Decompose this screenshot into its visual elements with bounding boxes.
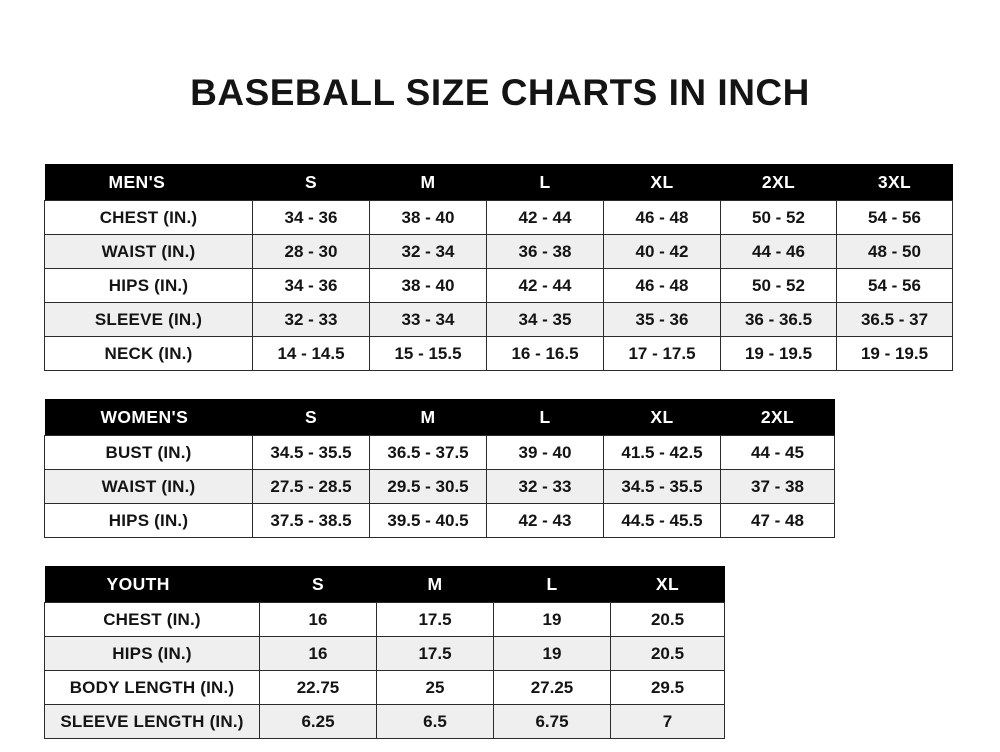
cell: 16 [260,603,377,637]
youth-header-l: L [494,566,611,603]
cell: 22.75 [260,671,377,705]
cell: 19 - 19.5 [837,337,953,371]
youth-header-xl: XL [611,566,725,603]
cell: 35 - 36 [604,303,721,337]
cell: 41.5 - 42.5 [604,436,721,470]
cell: 6.25 [260,705,377,739]
cell: 17.5 [377,637,494,671]
cell: 27.25 [494,671,611,705]
table-row [45,201,953,235]
cell: 33 - 34 [370,303,487,337]
table-header-row [45,566,725,603]
cell: 14 - 14.5 [253,337,370,371]
cell: 44 - 46 [721,235,837,269]
table-row [45,269,953,303]
cell: 37 - 38 [721,470,835,504]
cell: 6.75 [494,705,611,739]
womens-header-2xl: 2XL [721,399,835,436]
table-row [45,705,725,739]
row-label: WAIST (IN.) [45,235,253,269]
womens-header-l: L [487,399,604,436]
cell: 6.5 [377,705,494,739]
cell: 46 - 48 [604,201,721,235]
table-row [45,337,953,371]
cell: 25 [377,671,494,705]
womens-size-table [44,399,835,538]
cell: 19 [494,637,611,671]
mens-header-m: M [370,164,487,201]
cell: 16 - 16.5 [487,337,604,371]
youth-size-table [44,566,725,739]
cell: 50 - 52 [721,269,837,303]
cell: 40 - 42 [604,235,721,269]
cell: 54 - 56 [837,201,953,235]
cell: 39.5 - 40.5 [370,504,487,538]
cell: 38 - 40 [370,269,487,303]
cell: 44.5 - 45.5 [604,504,721,538]
cell: 20.5 [611,603,725,637]
youth-header-label: YOUTH [45,566,260,603]
mens-header-label: MEN'S [45,164,253,201]
cell: 37.5 - 38.5 [253,504,370,538]
table-spacer [44,538,956,566]
cell: 42 - 44 [487,269,604,303]
cell: 36.5 - 37.5 [370,436,487,470]
cell: 50 - 52 [721,201,837,235]
table-row [45,235,953,269]
mens-header-2xl: 2XL [721,164,837,201]
cell: 34 - 36 [253,269,370,303]
womens-table-body [45,436,835,538]
row-label: SLEEVE (IN.) [45,303,253,337]
womens-header-xl: XL [604,399,721,436]
cell: 42 - 44 [487,201,604,235]
cell: 29.5 - 30.5 [370,470,487,504]
womens-header-s: S [253,399,370,436]
cell: 54 - 56 [837,269,953,303]
cell: 46 - 48 [604,269,721,303]
cell: 34 - 36 [253,201,370,235]
row-label: BODY LENGTH (IN.) [45,671,260,705]
cell: 27.5 - 28.5 [253,470,370,504]
cell: 47 - 48 [721,504,835,538]
table-row [45,637,725,671]
mens-header-s: S [253,164,370,201]
cell: 34 - 35 [487,303,604,337]
row-label: CHEST (IN.) [45,603,260,637]
table-header-row [45,164,953,201]
cell: 17.5 [377,603,494,637]
table-row [45,436,835,470]
cell: 19 - 19.5 [721,337,837,371]
table-header-row [45,399,835,436]
cell: 29.5 [611,671,725,705]
row-label: WAIST (IN.) [45,470,253,504]
row-label: BUST (IN.) [45,436,253,470]
cell: 32 - 33 [487,470,604,504]
mens-header-xl: XL [604,164,721,201]
cell: 36 - 36.5 [721,303,837,337]
mens-table-body [45,201,953,371]
tables-container [0,164,1000,739]
cell: 7 [611,705,725,739]
cell: 38 - 40 [370,201,487,235]
row-label: HIPS (IN.) [45,504,253,538]
row-label: NECK (IN.) [45,337,253,371]
page-title: BASEBALL SIZE CHARTS IN INCH [190,72,810,113]
cell: 42 - 43 [487,504,604,538]
cell: 16 [260,637,377,671]
mens-size-table [44,164,953,371]
cell: 15 - 15.5 [370,337,487,371]
row-label: HIPS (IN.) [45,269,253,303]
row-label: HIPS (IN.) [45,637,260,671]
mens-table-head [45,164,953,201]
cell: 32 - 33 [253,303,370,337]
table-spacer [44,371,956,399]
cell: 19 [494,603,611,637]
cell: 36.5 - 37 [837,303,953,337]
youth-header-s: S [260,566,377,603]
mens-header-l: L [487,164,604,201]
cell: 34.5 - 35.5 [253,436,370,470]
table-row [45,303,953,337]
womens-header-label: WOMEN'S [45,399,253,436]
womens-header-m: M [370,399,487,436]
cell: 17 - 17.5 [604,337,721,371]
cell: 39 - 40 [487,436,604,470]
cell: 20.5 [611,637,725,671]
cell: 48 - 50 [837,235,953,269]
cell: 32 - 34 [370,235,487,269]
cell: 34.5 - 35.5 [604,470,721,504]
table-row [45,603,725,637]
cell: 28 - 30 [253,235,370,269]
table-row [45,671,725,705]
cell: 44 - 45 [721,436,835,470]
row-label: CHEST (IN.) [45,201,253,235]
youth-table-body [45,603,725,739]
table-row [45,470,835,504]
table-row [45,504,835,538]
cell: 36 - 38 [487,235,604,269]
womens-table-head [45,399,835,436]
row-label: SLEEVE LENGTH (IN.) [45,705,260,739]
mens-header-3xl: 3XL [837,164,953,201]
youth-header-m: M [377,566,494,603]
youth-table-head [45,566,725,603]
